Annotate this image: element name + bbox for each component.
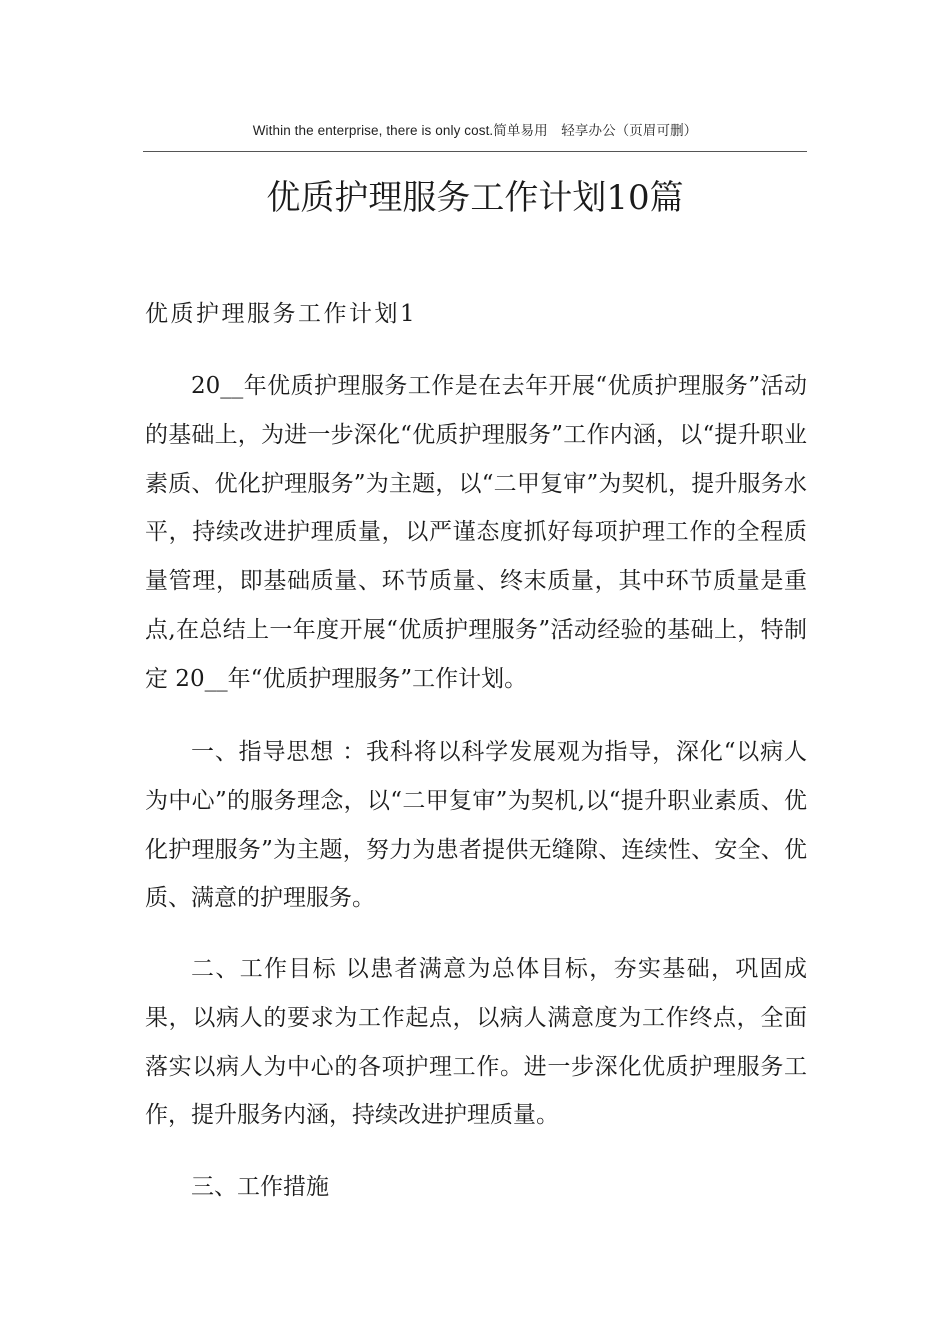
paragraph-intro: 20__年优质护理服务工作是在去年开展“优质护理服务”活动的基础上，为进一步深化“优质护理服务”工作内涵，以“提升职业素质、优化护理服务”为主题，以“二甲复审”为契机，提升服务水平，持续改进护理质量，以严谨态度抓好每项护理工作的全程质量管理，即基础质量、环节质量、终末质量，其中环节质量是重点,在总结上一年度开展“优质护理服务”活动经验的基础上，特制定 20__年“优质护理服务”工作计划。 [145, 373, 807, 692]
paragraph-work-goals: 二、工作目标 以患者满意为总体目标，夯实基础，巩固成果，以病人的要求为工作起点，以病人满意度为工作终点，全面落实以病人为中心的各项护理工作。进一步深化优质护理服务工作，提升服务内涵，持续改进护理质量。 [145, 956, 807, 1129]
paragraph-guiding-ideology: 一、指导思想 ：我科将以科学发展观为指导，深化“以病人为中心”的服务理念，以“二甲复审”为契机,以“提升职业素质、优化护理服务”为主题，努力为患者提供无缝隙、连续性、安全、优质、满意的护理服务。 [145, 739, 807, 912]
document-title: 优质护理服务工作计划10篇 [266, 178, 684, 218]
heading-work-measures: 三、工作措施 [191, 1174, 329, 1200]
section-title: 优质护理服务工作计划1 [145, 301, 418, 327]
header-divider [143, 151, 807, 152]
page-header: Within the enterprise, there is only cost.简单易用 轻享办公（页眉可删） [252, 123, 698, 138]
